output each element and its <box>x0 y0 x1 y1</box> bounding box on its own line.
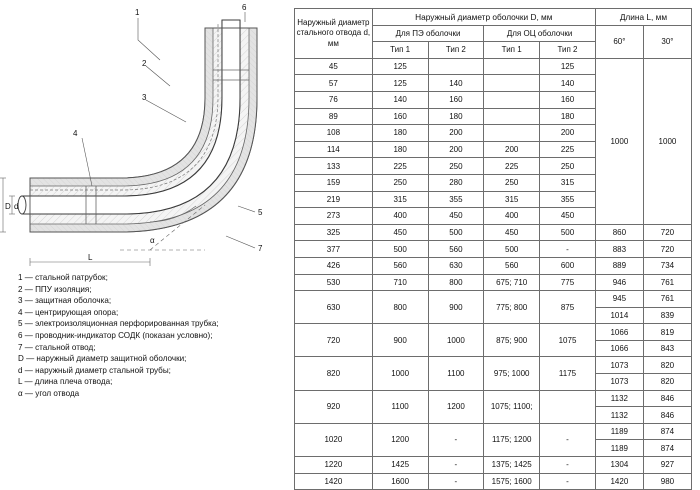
cell-d: 820 <box>295 357 373 390</box>
cell-oc2: - <box>540 473 596 490</box>
cell-pe1: 1425 <box>372 457 428 474</box>
cell-oc2: 775 <box>540 274 596 291</box>
cell-l30: 720 <box>643 241 691 258</box>
cell-pe1: 315 <box>372 191 428 208</box>
cell-pe1: 180 <box>372 141 428 158</box>
cell-pe1: 125 <box>372 75 428 92</box>
cell-pe2: 1000 <box>428 324 484 357</box>
dim-D: D <box>5 202 11 211</box>
cell-oc1: 250 <box>484 174 540 191</box>
cell-oc2: 355 <box>540 191 596 208</box>
cell-oc1: 315 <box>484 191 540 208</box>
cell-pe2: - <box>428 457 484 474</box>
cell-oc1: 675; 710 <box>484 274 540 291</box>
table-row <box>295 58 692 75</box>
legend-item: 1 — стальной патрубок; <box>18 273 108 282</box>
cell-d: 325 <box>295 224 373 241</box>
cell-l60-merged: 1000 <box>595 58 643 224</box>
legend-item: d — наружный диаметр стальной трубы; <box>18 365 171 375</box>
cell-pe2: 560 <box>428 241 484 258</box>
table-row <box>295 390 692 407</box>
header-pe-type2: Тип 2 <box>428 42 484 59</box>
cell-pe1: 560 <box>372 257 428 274</box>
legend-item: 5 — электроизоляционная перфорированная трубка; <box>18 319 219 329</box>
cell-pe1: 140 <box>372 91 428 108</box>
cell-d: 1220 <box>295 457 373 474</box>
dim-d: d <box>14 202 19 211</box>
cell-oc1: 1575; 1600 <box>484 473 540 490</box>
table-row <box>295 257 692 274</box>
legend-item: L — длина плеча отвода; <box>18 377 113 387</box>
table-row <box>295 291 692 308</box>
cell-l30: 819 <box>643 324 691 341</box>
cell-pe1: 450 <box>372 224 428 241</box>
cell-l60: 1304 <box>595 457 643 474</box>
cell-oc2 <box>540 390 596 423</box>
cell-l30: 820 <box>643 357 691 374</box>
cell-pe2: 1200 <box>428 390 484 423</box>
cell-l60: 1066 <box>595 340 643 357</box>
cell-d: 114 <box>295 141 373 158</box>
cell-pe2: - <box>428 423 484 456</box>
cell-d: 108 <box>295 125 373 142</box>
cell-oc1: 1175; 1200 <box>484 423 540 456</box>
cell-oc2: 1175 <box>540 357 596 390</box>
cell-pe2: 180 <box>428 108 484 125</box>
cell-l60: 946 <box>595 274 643 291</box>
cell-oc2: 125 <box>540 58 596 75</box>
header-casing-group: Наружный диаметр оболочки D, мм <box>372 9 595 26</box>
cell-pe2: 900 <box>428 291 484 324</box>
callout-5: 5 <box>258 208 263 217</box>
cell-pe1: 160 <box>372 108 428 125</box>
legend-item: 4 — центрирующая опора; <box>18 307 119 317</box>
cell-l60: 1014 <box>595 307 643 324</box>
cell-l30-merged: 1000 <box>643 58 691 224</box>
cell-l30: 874 <box>643 440 691 457</box>
cell-l30: 720 <box>643 224 691 241</box>
legend-item: 3 — защитная оболочка; <box>18 296 112 306</box>
cell-l60: 860 <box>595 224 643 241</box>
cell-pe1: 800 <box>372 291 428 324</box>
cell-oc1: 560 <box>484 257 540 274</box>
cell-d: 45 <box>295 58 373 75</box>
dim-alpha: α <box>150 236 155 245</box>
cell-l60: 1073 <box>595 374 643 391</box>
cell-l30: 874 <box>643 423 691 440</box>
cell-l30: 980 <box>643 473 691 490</box>
header-oc-type1: Тип 1 <box>484 42 540 59</box>
cell-pe2 <box>428 58 484 75</box>
table-row <box>295 473 692 490</box>
header-pe-type1: Тип 1 <box>372 42 428 59</box>
cell-oc1: 225 <box>484 158 540 175</box>
cell-l30: 820 <box>643 374 691 391</box>
cell-oc2: - <box>540 423 596 456</box>
cell-oc2: - <box>540 241 596 258</box>
cell-pe1: 1100 <box>372 390 428 423</box>
header-length-group: Длина L, мм <box>595 9 691 26</box>
cell-oc2: 180 <box>540 108 596 125</box>
cell-d: 159 <box>295 174 373 191</box>
cell-l30: 761 <box>643 274 691 291</box>
callout-1: 1 <box>135 8 140 17</box>
cell-oc2: 875 <box>540 291 596 324</box>
cell-oc1: 875; 900 <box>484 324 540 357</box>
cell-d: 76 <box>295 91 373 108</box>
cell-d: 426 <box>295 257 373 274</box>
dim-L: L <box>88 253 93 262</box>
cell-pe2: 500 <box>428 224 484 241</box>
cell-l60: 1073 <box>595 357 643 374</box>
cell-oc1 <box>484 125 540 142</box>
cell-oc1: 400 <box>484 208 540 225</box>
cell-oc2: 315 <box>540 174 596 191</box>
table-row <box>295 457 692 474</box>
cell-oc1 <box>484 58 540 75</box>
callout-7: 7 <box>258 244 263 253</box>
header-diameter: Наружный диаметр стального отвода d, мм <box>295 9 373 59</box>
cell-d: 219 <box>295 191 373 208</box>
table-row <box>295 274 692 291</box>
cell-l60: 1420 <box>595 473 643 490</box>
header-l30: 30° <box>643 25 691 58</box>
cell-pe1: 900 <box>372 324 428 357</box>
cell-pe1: 1600 <box>372 473 428 490</box>
table-row <box>295 224 692 241</box>
legend-item: 7 — стальной отвод; <box>18 342 96 352</box>
callout-3: 3 <box>142 93 147 102</box>
cell-oc2: 1075 <box>540 324 596 357</box>
table-row <box>295 324 692 341</box>
cell-oc2: 600 <box>540 257 596 274</box>
cell-d: 57 <box>295 75 373 92</box>
cell-d: 630 <box>295 291 373 324</box>
dimensions-table <box>294 8 692 490</box>
callout-4: 4 <box>73 129 78 138</box>
cell-d: 920 <box>295 390 373 423</box>
cell-oc1: 1075; 1100; <box>484 390 540 423</box>
cell-pe1: 1200 <box>372 423 428 456</box>
cell-oc2: 140 <box>540 75 596 92</box>
legend-item: 6 — проводник-индикатор СОДК (показан условно); <box>18 330 213 340</box>
cell-oc1 <box>484 75 540 92</box>
cell-l60: 1189 <box>595 423 643 440</box>
cell-pe1: 1000 <box>372 357 428 390</box>
cell-l60: 945 <box>595 291 643 308</box>
table-row <box>295 357 692 374</box>
cell-d: 1420 <box>295 473 373 490</box>
cell-l30: 927 <box>643 457 691 474</box>
cell-pe1: 710 <box>372 274 428 291</box>
cell-d: 720 <box>295 324 373 357</box>
callout-6: 6 <box>242 3 247 12</box>
cell-l30: 843 <box>643 340 691 357</box>
cell-pe1: 500 <box>372 241 428 258</box>
legend-item: 2 — ППУ изоляция; <box>18 284 92 294</box>
cell-pe2: 160 <box>428 91 484 108</box>
cell-pe2: 200 <box>428 125 484 142</box>
table-row <box>295 241 692 258</box>
cell-pe1: 125 <box>372 58 428 75</box>
cell-oc1: 975; 1000 <box>484 357 540 390</box>
table-header-row-1 <box>295 9 692 26</box>
cell-pe2: 630 <box>428 257 484 274</box>
cell-pe2: - <box>428 473 484 490</box>
cell-d: 89 <box>295 108 373 125</box>
header-oc: Для ОЦ оболочки <box>484 25 596 42</box>
cell-pe2: 1100 <box>428 357 484 390</box>
cell-pe1: 400 <box>372 208 428 225</box>
cell-oc2: 450 <box>540 208 596 225</box>
cell-l30: 839 <box>643 307 691 324</box>
cell-d: 133 <box>295 158 373 175</box>
cell-pe2: 200 <box>428 141 484 158</box>
cell-l60: 1132 <box>595 407 643 424</box>
cell-d: 273 <box>295 208 373 225</box>
cell-oc2: 500 <box>540 224 596 241</box>
legend-item: D — наружный диаметр защитной оболочки; <box>18 354 187 364</box>
header-l60: 60° <box>595 25 643 58</box>
cell-d: 377 <box>295 241 373 258</box>
cell-oc1 <box>484 108 540 125</box>
cell-oc2: 225 <box>540 141 596 158</box>
cell-oc2: 160 <box>540 91 596 108</box>
cell-pe2: 450 <box>428 208 484 225</box>
legend-item: α — угол отвода <box>18 388 80 398</box>
cell-l60: 889 <box>595 257 643 274</box>
cell-l30: 761 <box>643 291 691 308</box>
cell-d: 530 <box>295 274 373 291</box>
cell-pe2: 280 <box>428 174 484 191</box>
cell-pe2: 140 <box>428 75 484 92</box>
cell-pe1: 250 <box>372 174 428 191</box>
cell-oc1: 775; 800 <box>484 291 540 324</box>
cell-l60: 883 <box>595 241 643 258</box>
cell-pe1: 180 <box>372 125 428 142</box>
cell-pe2: 355 <box>428 191 484 208</box>
cell-oc2: 200 <box>540 125 596 142</box>
cell-l30: 846 <box>643 390 691 407</box>
cell-l60: 1132 <box>595 390 643 407</box>
cell-oc1: 1375; 1425 <box>484 457 540 474</box>
cell-l30: 846 <box>643 407 691 424</box>
cell-oc1: 500 <box>484 241 540 258</box>
legend <box>18 272 286 400</box>
cell-oc1: 200 <box>484 141 540 158</box>
header-oc-type2: Тип 2 <box>540 42 596 59</box>
table-body <box>295 58 692 489</box>
cell-l60: 1066 <box>595 324 643 341</box>
cell-oc2: - <box>540 457 596 474</box>
cell-l60: 1189 <box>595 440 643 457</box>
cell-pe2: 250 <box>428 158 484 175</box>
cell-oc1: 450 <box>484 224 540 241</box>
cell-l30: 734 <box>643 257 691 274</box>
header-pe: Для ПЭ оболочки <box>372 25 484 42</box>
cell-pe2: 800 <box>428 274 484 291</box>
elbow-drawing <box>0 0 292 270</box>
cell-oc1 <box>484 91 540 108</box>
cell-oc2: 250 <box>540 158 596 175</box>
cell-d: 1020 <box>295 423 373 456</box>
cell-pe1: 225 <box>372 158 428 175</box>
callout-2: 2 <box>142 59 147 68</box>
